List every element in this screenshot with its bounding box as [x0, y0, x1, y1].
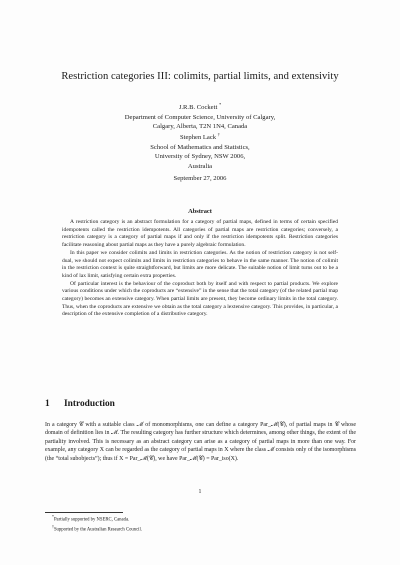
author-block-2	[0, 130, 400, 171]
footnote-mark: *	[218, 102, 222, 107]
abstract-heading: Abstract	[188, 208, 212, 215]
footnote-mark: *	[52, 515, 54, 519]
footnote-text: Supported by the Australian Research Council.	[53, 527, 142, 533]
section-heading	[45, 399, 115, 409]
footnote-mark: †	[52, 525, 54, 530]
paper-title: Restriction categories III: colimits, partial limits, and extensivity	[61, 71, 339, 82]
section-title: Introduction	[64, 399, 115, 409]
body-paragraph: In a category 𝒞 with a suitable class ℳ of monomorphisms, one can define a category Par_ℳ(𝒞), of partial maps in 𝒞 whose domain of definition lies in ℳ. The resulting category has further structure which determines, among other things, the extent of the partiality involved. This is necessary as an abstract category can arise as a category of partial maps in more than one way. For example, any category X can be regarded as the category of partial maps in X where the class ℳ consists only of the isomorphisms (the “total subobjects”); thus if X = Par_ℳ(𝒞), we have Par_ℳ(𝒞) = Par_iso(X).	[45, 422, 356, 462]
author-name: Stephen Lack	[180, 134, 217, 141]
footnote-divider	[45, 512, 123, 513]
section-number: 1	[45, 399, 50, 409]
affiliation-line: University of Sydney, NSW 2006,	[154, 153, 246, 160]
section-body	[45, 421, 356, 463]
page-number: 1	[198, 489, 202, 495]
abstract-body	[62, 219, 338, 319]
author-name-line	[0, 100, 400, 113]
footnote-text: Partially supported by NSERC, Canada.	[53, 517, 130, 523]
footnotes	[52, 514, 352, 534]
affiliation-line: Calgary, Alberta, T2N 1N4, Canada	[152, 123, 248, 130]
abstract-paragraph: A restriction category is an abstract formulation for a category of partial maps, defined in terms of certain specified idempotents called the restriction idempotents. All categories of partial maps are restriction categories; conversely, a restriction category is a category of partial maps if and only if the restriction idempotents split. Restriction categories facilitate reasoning about partial maps as they have a purely algebraic formulation.	[62, 219, 338, 249]
affiliation-line: Australia	[187, 162, 213, 170]
abstract-paragraph: In this paper we consider colimits and limits in restriction categories. As the notion of restriction category is not self-dual, we should not expect colimits and limits in restriction categories to behave in the same manner. The notion of colimit in the restriction context is quite straightforward, but limits are more delicate. The suitable notion of limit turns out to be a kind of lax limit, satisfying certain extra properties.	[62, 249, 338, 279]
author-name-line	[0, 130, 400, 143]
footnote-mark: †	[217, 132, 220, 137]
affiliation-line: Department of Computer Science, University of Calgary,	[124, 113, 276, 121]
footnote	[52, 524, 352, 534]
paper-date: September 27, 2006	[173, 175, 227, 182]
affiliation-line: School of Mathematics and Statistics,	[150, 143, 250, 151]
abstract-paragraph: Of particular interest is the behaviour of the coproduct both by itself and with respect to partial products. We explore various conditions under which the coproducts are “extensive” in the sense that the total category (of the related partial map category) becomes an extensive category. When partial limits are present, they become ordinary limits in the total category. Thus, when the coproducts are extensive we obtain as the total category a lextensive category. This provides, in particular, a description of the extensive completion of a distributive category.	[62, 280, 338, 318]
author-block-1	[0, 100, 400, 132]
footnote	[52, 514, 352, 524]
author-name: J.R.B. Cockett	[178, 104, 218, 111]
